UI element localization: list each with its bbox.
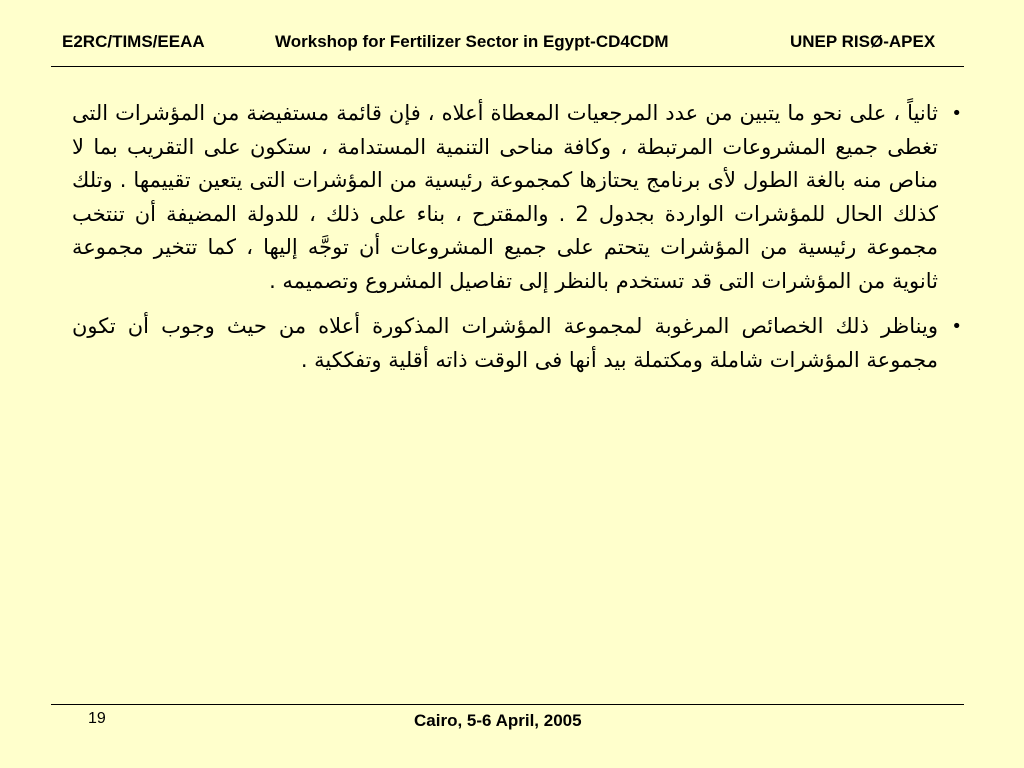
- slide-header: [0, 30, 1024, 58]
- bullet-text-2: ويناظر ذلك الخصائص المرغوبة لمجموعة المؤشرات المذكورة أعلاه من حيث وجوب أن تكون مجموعة المؤشرات شاملة ومكتملة بيد أنها فى الوقت ذاته أقلية وتفككية .: [72, 314, 938, 372]
- bullet-paragraph-1: [72, 97, 962, 298]
- header-center-title: Workshop for Fertilizer Sector in Egypt-CD4CDM: [275, 32, 669, 51]
- slide-body: [72, 97, 962, 389]
- bullet-text-1: ثانياً ، على نحو ما يتبين من عدد المرجعيات المعطاة أعلاه ، فإن قائمة مستفيضة من المؤشرات التى تغطى جميع المشروعات المرتبطة ، وكافة مناحى التنمية المستدامة ، ستكون على التقريب بما لا مناص منه بالغة الطول لأى برنامج يحتازها كمجموعة رئيسية من المؤشرات التى يتعين تقييمها . وتلك كذلك الحال للمؤشرات الواردة بجدول 2 . والمقترح ، بناء على ذلك ، للدولة المضيفة أن تنتخب مجموعة رئيسية من المؤشرات يتحتم على جميع المشروعات أن توجَّه إليها ، كما تتخير مجموعة ثانوية من المؤشرات التى قد تستخدم بالنظر إلى تفاصيل المشروع وتصميمه .: [72, 101, 938, 293]
- bullet-icon: •: [951, 103, 962, 124]
- page-number: 19: [88, 710, 106, 727]
- footer-location-date: Cairo, 5-6 April, 2005: [414, 711, 582, 730]
- footer-divider: [51, 704, 964, 705]
- header-left-text: E2RC/TIMS/EEAA: [62, 32, 205, 51]
- bullet-paragraph-2: [72, 310, 962, 377]
- header-divider: [51, 66, 964, 67]
- bullet-icon: •: [951, 316, 962, 337]
- header-right-text: UNEP RISØ-APEX: [790, 32, 936, 51]
